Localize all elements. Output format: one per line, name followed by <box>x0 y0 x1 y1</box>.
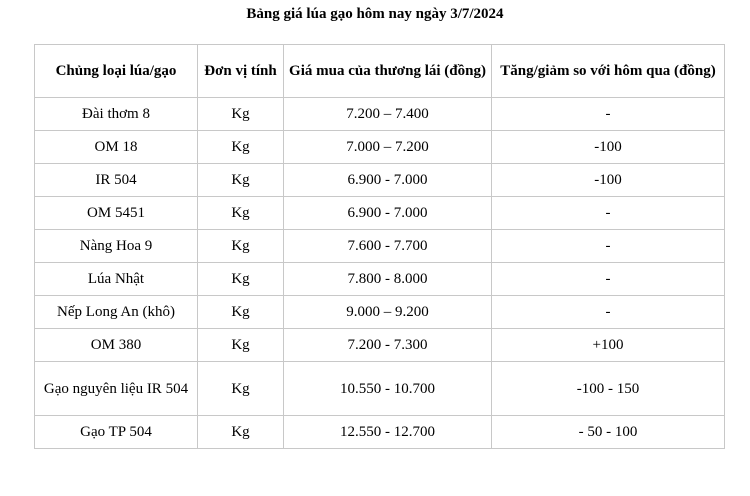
header-rice-type: Chủng loại lúa/gạo <box>35 45 198 98</box>
unit-cell: Kg <box>198 164 284 197</box>
header-unit: Đơn vị tính <box>198 45 284 98</box>
price-cell: 7.200 - 7.300 <box>284 329 492 362</box>
price-cell: 7.200 – 7.400 <box>284 98 492 131</box>
change-cell: -100 <box>492 164 725 197</box>
table-row <box>35 164 725 197</box>
table-row <box>35 98 725 131</box>
unit-cell: Kg <box>198 263 284 296</box>
unit-cell: Kg <box>198 131 284 164</box>
rice-type-cell: Nàng Hoa 9 <box>35 230 198 263</box>
table-row <box>35 230 725 263</box>
price-cell: 6.900 - 7.000 <box>284 164 492 197</box>
change-cell: +100 <box>492 329 725 362</box>
rice-type-cell: OM 380 <box>35 329 198 362</box>
price-cell: 7.000 – 7.200 <box>284 131 492 164</box>
rice-type-cell: Gạo TP 504 <box>35 416 198 449</box>
table-row <box>35 197 725 230</box>
change-cell: - <box>492 296 725 329</box>
change-cell: -100 <box>492 131 725 164</box>
price-cell: 6.900 - 7.000 <box>284 197 492 230</box>
table-row <box>35 416 725 449</box>
price-cell: 10.550 - 10.700 <box>284 362 492 416</box>
table-title: Bảng giá lúa gạo hôm nay ngày 3/7/2024 <box>246 6 504 22</box>
price-cell: 12.550 - 12.700 <box>284 416 492 449</box>
unit-cell: Kg <box>198 98 284 131</box>
table-row <box>35 362 725 416</box>
header-row <box>35 45 725 98</box>
change-cell: - 50 - 100 <box>492 416 725 449</box>
rice-type-cell: OM 18 <box>35 131 198 164</box>
change-cell: - <box>492 230 725 263</box>
rice-type-cell: Lúa Nhật <box>35 263 198 296</box>
unit-cell: Kg <box>198 230 284 263</box>
price-cell: 7.800 - 8.000 <box>284 263 492 296</box>
price-cell: 7.600 - 7.700 <box>284 230 492 263</box>
rice-type-cell: IR 504 <box>35 164 198 197</box>
header-change: Tăng/giảm so với hôm qua (đồng) <box>492 45 725 98</box>
unit-cell: Kg <box>198 416 284 449</box>
change-cell: - <box>492 98 725 131</box>
unit-cell: Kg <box>198 362 284 416</box>
unit-cell: Kg <box>198 296 284 329</box>
rice-type-cell: OM 5451 <box>35 197 198 230</box>
rice-type-cell: Nếp Long An (khô) <box>35 296 198 329</box>
unit-cell: Kg <box>198 329 284 362</box>
table-row <box>35 296 725 329</box>
change-cell: -100 - 150 <box>492 362 725 416</box>
header-trader-price: Giá mua của thương lái (đồng) <box>284 45 492 98</box>
table-row <box>35 263 725 296</box>
price-cell: 9.000 – 9.200 <box>284 296 492 329</box>
rice-type-cell: Gạo nguyên liệu IR 504 <box>35 362 198 416</box>
unit-cell: Kg <box>198 197 284 230</box>
change-cell: - <box>492 197 725 230</box>
table-row <box>35 329 725 362</box>
rice-type-cell: Đài thơm 8 <box>35 98 198 131</box>
table-row <box>35 131 725 164</box>
rice-price-table <box>34 44 725 449</box>
change-cell: - <box>492 263 725 296</box>
